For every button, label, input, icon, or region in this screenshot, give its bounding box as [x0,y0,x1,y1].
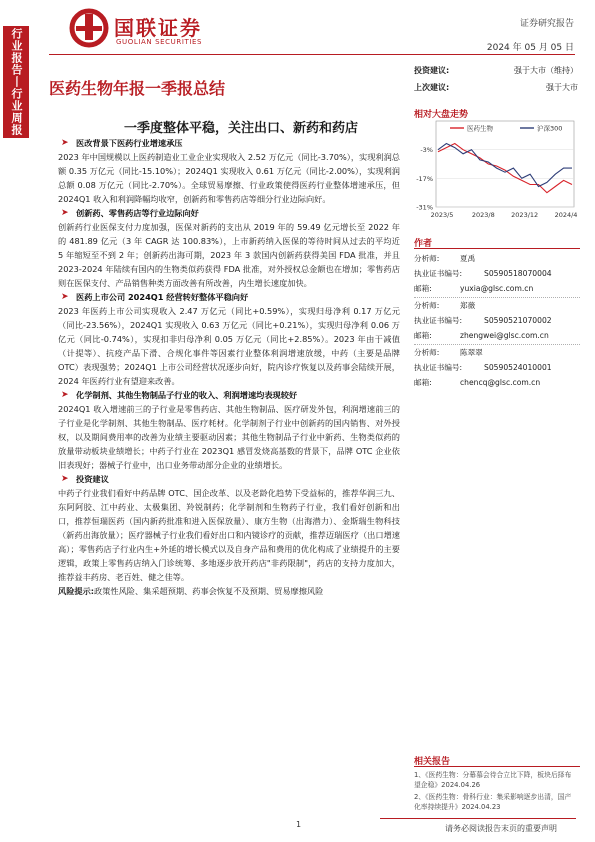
section-heading: ➤ 医药上市公司 2024Q1 经营转好整体平稳向好 [61,292,249,302]
related-report-item[interactable]: 1、《医药生物：分幕慕会待合立比下降，板块后择布望企稳》2024.04.26 [414,771,572,789]
logo-name-cn: 国联证券 [114,16,202,40]
author-2-name: 分析师: 郑薇 [414,301,476,310]
author-3-email: 邮箱: chencq@glsc.com.cn [414,378,541,387]
page-number: 1 [296,820,302,829]
arrow-bullet-icon: ➤ [61,474,69,484]
document-type: 证券研究报告 [519,19,574,29]
report-body [58,136,400,598]
arrow-bullet-icon: ➤ [61,208,69,218]
section-3 [58,290,400,388]
chart-y-tick-label: -17% [416,174,433,183]
chart-plot-frame [436,121,574,207]
section-text: 2023 年中国规模以上医药制造业工业企业实现收入 2.52 万亿元（同比-3.70%），实现利润总额 0.35 万亿元（同比-15.10%）；2024Q1 实现收入 0.61 万亿元（同比-2.00%），实现利润总额 0.08 万亿元（同比-2.70%）。全球贸易摩擦、行业政策使得医药行业整体增速承压，但 2024Q1 收入和利润降幅均收窄，创新药和零售药店等细分行业边际向好。 [58,152,400,204]
section-heading: ➤ 投资建议 [61,474,109,484]
section-text: 2023 年医药上市公司实现收入 2.47 万亿元（同比+0.59%），实现归母净利 0.17 万亿元（同比-23.56%），2024Q1 实现收入 0.63 万亿元（同比+0.21%），实现归母净利 0.06 万亿元（同比-0.74%），实现扣非归母净利 0.05 万亿元（同比+2.85%）。2023 年由于减值（计提等）、抗疫产品下滑、合规化事件等因素行业整体利润增速放缓，中药（主要是品牌 OTC）表现强势；2024Q1 上市公司经营状况逐步向好，院内诊疗恢复以及药事会陆续开展，2024 年医药行业有望迎来改善。 [58,306,400,386]
arrow-bullet-icon: ➤ [61,292,69,302]
author-2-email: 邮箱: zhengwei@glsc.com.cn [414,331,549,340]
chart-legend-label: 沪深300 [537,124,563,133]
arrow-bullet-icon: ➤ [61,390,69,400]
document-date: 2024 年 05 月 05 日 [486,43,574,53]
related-reports-divider [414,766,580,767]
chart-heading: 相对大盘走势 [414,110,469,120]
footer-divider [380,818,576,819]
relative-performance-chart [414,117,580,225]
arrow-bullet-icon: ➤ [61,138,69,148]
risk-warning: 风险提示:政策性风险、集采超预期、药事会恢复不及预期、贸易摩擦风险 [58,586,324,596]
author-3-license: 执业证书编号: S0590524010001 [414,363,552,372]
section-1 [58,136,400,206]
header-divider [49,54,575,55]
author-2-license: 执业证书编号: S0590521070002 [414,316,552,325]
section-text: 创新药行业医保支付力度加强，医保对新药的支出从 2019 年的 59.49 亿元增长至 2022 年的 481.89 亿元（3 年 CAGR 达 100.83%），上市新药纳入医保的等待时间从过去的平均近 5 年缩短至不到 2 年；创新药出海可期，2023 年 3 款国内创新药获得美国 FDA 批准，并且 2023-2024 年陆续有国内的生物类似药获得 FDA 批准，对外授权总金额也在增加；零售药店则在医保支付、产品销售种类方面改善有所改善，内生增长速度加快。 [58,222,400,288]
section-heading: ➤ 医改背景下医药行业增速承压 [61,138,183,148]
authors-divider [414,248,580,249]
related-report-item[interactable]: 2、《医药生物：骨科行业：集采影响逐步出清，国产化率持续提升》2024.04.23 [414,793,572,811]
section-2 [58,206,400,290]
report-category-tab: 行业报告丨行业周报 [3,26,29,138]
chart-series-line-1 [438,144,572,193]
author-1-name: 分析师: 夏禹 [414,254,476,263]
section-heading: ➤ 化学制剂、其他生物制品子行业的收入、利润增速均表现较好 [61,390,298,400]
author-1-license: 执业证书编号: S0590518070004 [414,269,552,278]
chart-legend-label: 医药生物 [467,124,493,133]
section-text: 2024Q1 收入增速前三的子行业是零售药店、其他生物制品、医疗研发外包，利润增速前三的子行业是化学制剂、其他生物制品、医疗耗材。化学制剂子行业中创新药的国内销售、对外授权，以及期间费用率的改善为业绩主要驱动因素；其他生物制品子行业中新药、生物类似药的放量带动板块业绩增长；中药子行业在 2023Q1 感冒发烧高基数的背景下，品牌 OTC 企业依旧表现好；器械子行业中，出口业务带动部分企业的业绩增长。 [58,404,400,470]
author-divider [414,297,580,298]
section-4 [58,388,400,472]
authors-heading: 作者 [414,239,433,249]
chart-y-tick-label: -3% [420,146,433,155]
author-1-email: 邮箱: yuxia@glsc.com.cn [414,284,534,293]
chart-x-tick-label: 2024/4 [554,211,578,219]
section-text: 中药子行业我们看好中药品牌 OTC、国企改革、以及老龄化趋势下受益标的，推荐华润三九、东阿阿胶、江中药业、太极集团、羚锐制药；化学制剂和生物药子行业，我们看好创新和出口，推荐恒瑞医药（国内新药批准和进入医保放量）、康方生物（出海潜力）、金斯瑞生物科技（新药出海放量）；医疗器械子行业我们看好出口和内镜诊疗的贡献，推荐迈瑞医疗（出口增速高）；零售药店子行业内生+外延的增长模式以及自身产品和费用的优化构成了业绩提升的主要逻辑，政策上零售药店纳入门诊统筹、多地逐步放开药店"非药限制"，药店的支持力度加大，推荐益丰药房、老百姓、健之佳等。 [58,488,400,582]
author-3-name: 分析师: 陈翠翠 [414,348,483,357]
guolian-logo-icon [69,8,109,48]
logo-name-en: GUOLIAN SECURITIES [116,38,203,46]
report-title: 医药生物年报一季报总结 [49,79,226,98]
relative-performance-svg [414,117,580,225]
report-subtitle: 一季度整体平稳，关注出口、新药和药店 [124,121,359,136]
section-5 [58,472,400,584]
chart-x-tick-label: 2023/12 [511,211,539,219]
section-heading: ➤ 创新药、零售药店等行业边际向好 [61,208,199,218]
author-divider [414,344,580,345]
chart-y-tick-label: -31% [416,203,433,212]
disclaimer-note: 请务必阅读报告末页的重要声明 [445,824,557,833]
chart-x-tick-label: 2023/8 [471,211,495,219]
chart-x-tick-label: 2023/5 [430,211,454,219]
chart-series-line-2 [438,144,572,187]
related-reports-heading: 相关报告 [414,757,451,767]
